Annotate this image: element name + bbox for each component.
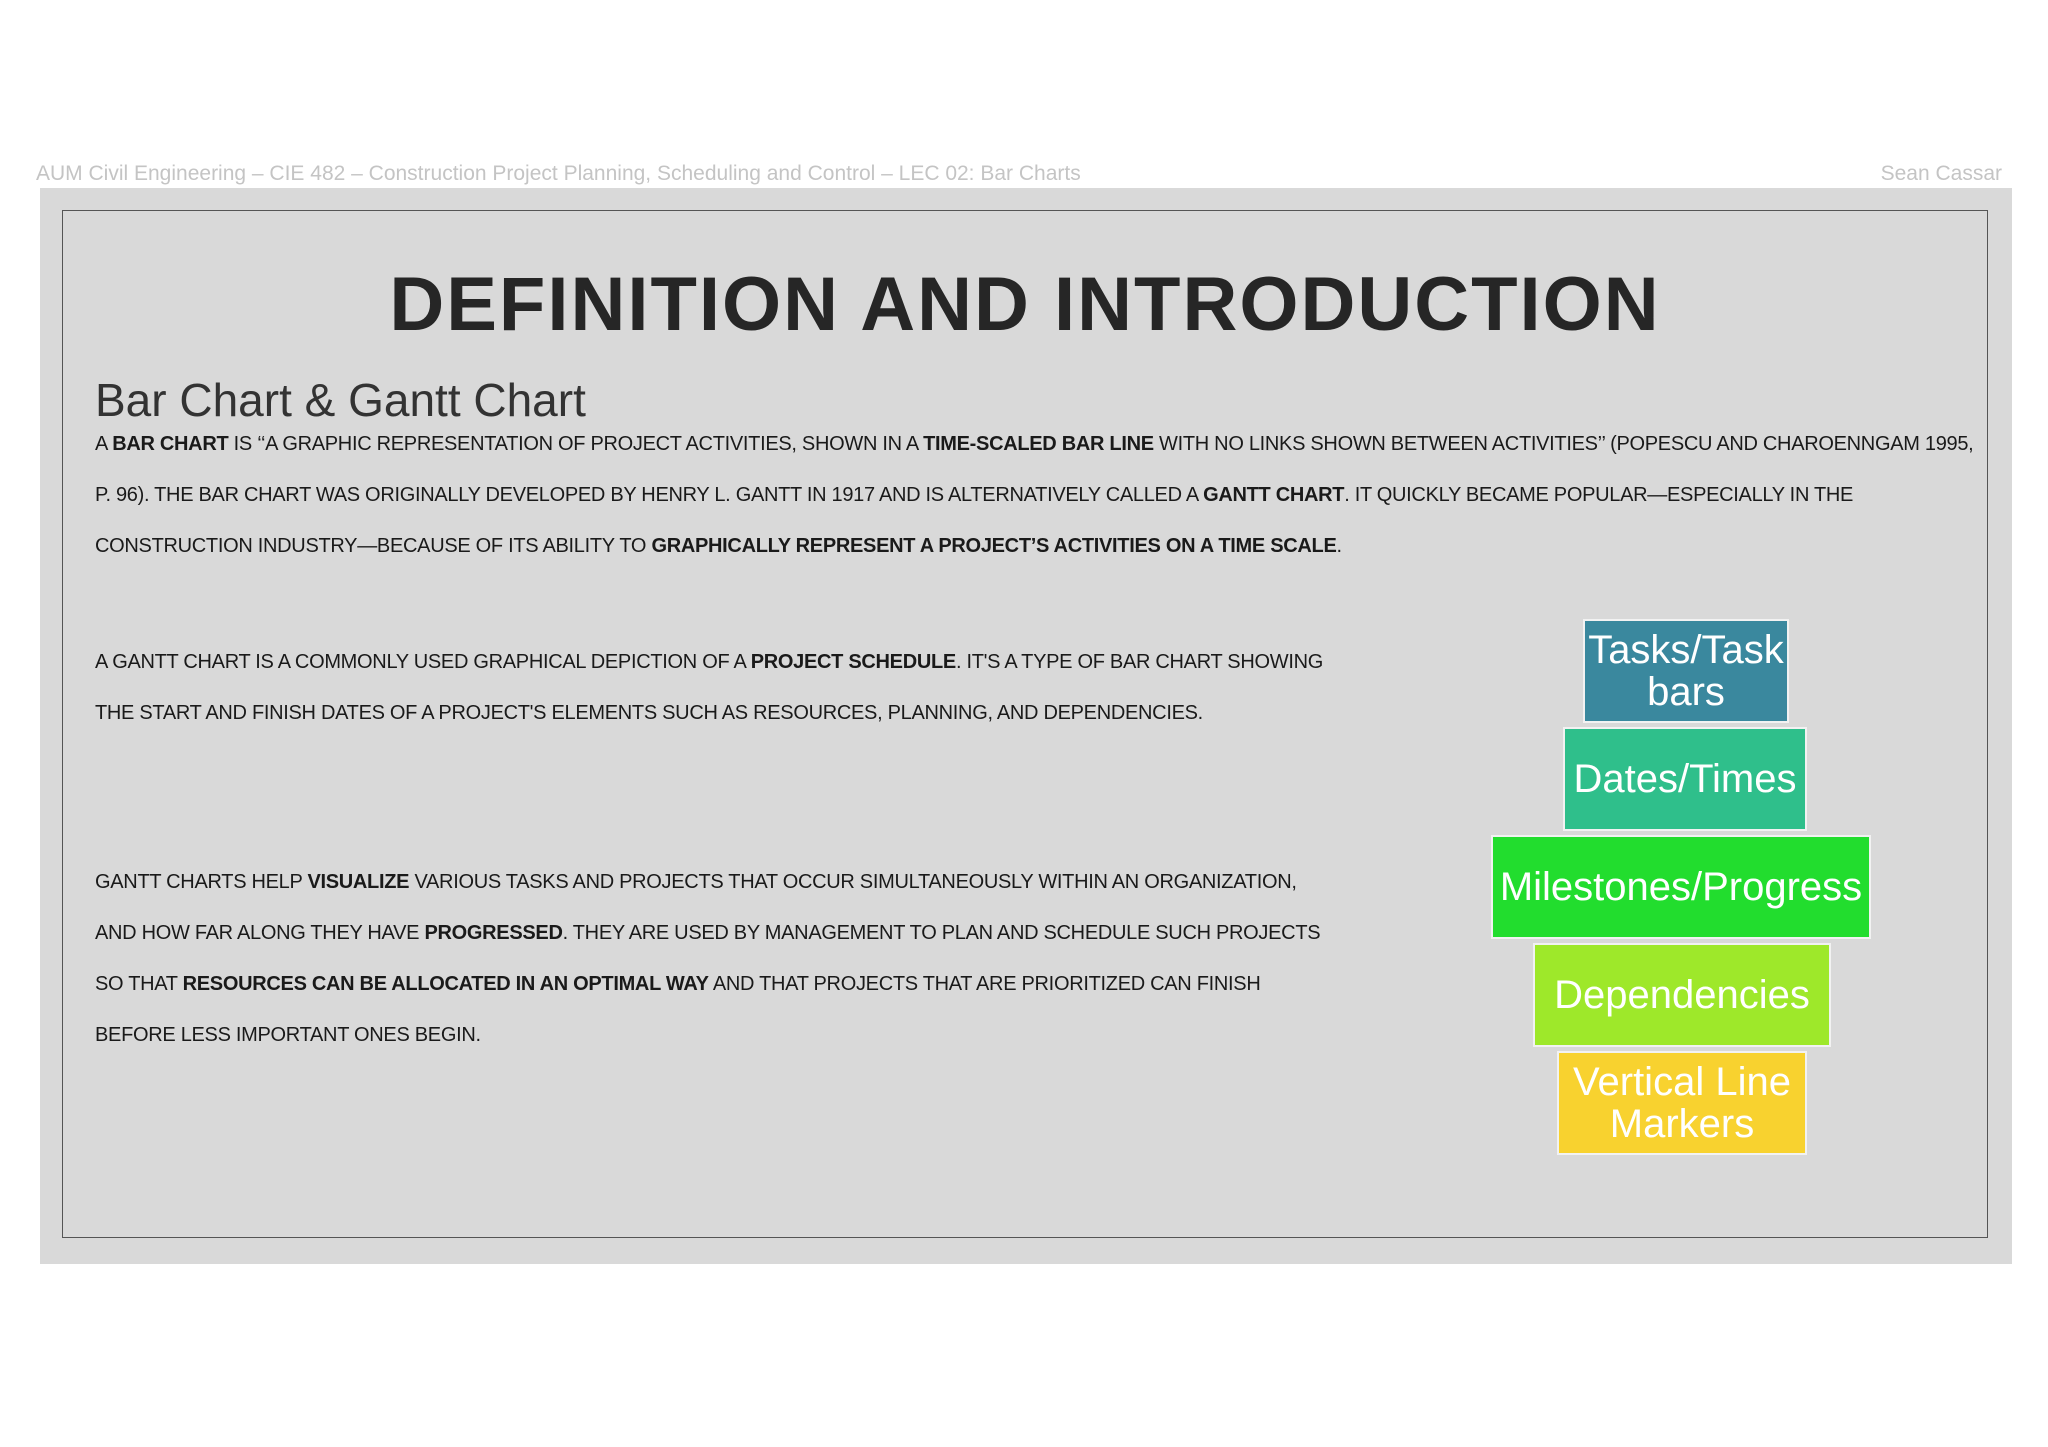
tier-label: bars <box>1647 670 1725 714</box>
pyramid-tier-milestones <box>1491 835 1871 939</box>
text-run: . THEY ARE USED BY MANAGEMENT TO PLAN AND SCHEDULE SUCH PROJECTS SO THAT <box>95 922 1321 995</box>
pyramid-tier-vertical-markers <box>1557 1051 1807 1155</box>
tier-label: Vertical Line <box>1573 1060 1791 1104</box>
course-header: AUM Civil Engineering – CIE 482 – Construction Project Planning, Scheduling and Control – LEC 02: Bar Charts <box>36 162 1081 185</box>
text-run: . IT'S A TYPE OF BAR CHART SHOWING THE START AND FINISH DATES OF A PROJECT'S ELEMENTS SUCH AS RESOURCES, PLANNING, AND DEPENDENCIES. <box>95 651 1323 724</box>
text-run: A <box>95 433 113 455</box>
pyramid-tier-dependencies <box>1533 943 1831 1047</box>
paragraph-gantt-definition <box>95 637 1325 739</box>
text-run: . IT QUICKLY BECAME POPULAR—ESPECIALLY IN THE CONSTRUCTION INDUSTRY—BECAUSE OF ITS ABILITY TO <box>95 484 1854 557</box>
text-run: VARIOUS TASKS AND PROJECTS THAT OCCUR SIMULTANEOUSLY WITHIN AN ORGANIZATION, AND HOW FAR ALONG THEY HAVE <box>95 871 1297 944</box>
gantt-elements-pyramid <box>1491 619 1871 1164</box>
text-run: GANTT CHARTS HELP <box>95 871 308 893</box>
tier-label: Tasks/Task <box>1588 628 1784 672</box>
author-name: Sean Cassar <box>1880 162 2002 185</box>
bold-term-resources: RESOURCES CAN BE ALLOCATED IN AN OPTIMAL WAY <box>182 973 709 995</box>
tier-label: Dependencies <box>1554 973 1810 1017</box>
bold-term-visualize: VISUALIZE <box>307 871 410 893</box>
text-run: IS ‘‘A GRAPHIC REPRESENTATION OF PROJECT ACTIVITIES, SHOWN IN A <box>228 433 924 455</box>
bold-term-graphically: GRAPHICALLY REPRESENT A PROJECT’S ACTIVITIES ON A TIME SCALE <box>651 535 1337 557</box>
slide-title: DEFINITION AND INTRODUCTION <box>389 262 1661 347</box>
slide <box>40 188 2012 1264</box>
paragraph-bar-chart-definition <box>95 419 1975 572</box>
text-run: . <box>1336 535 1342 557</box>
pyramid-tier-dates <box>1563 727 1807 831</box>
pyramid-tier-tasks <box>1583 619 1789 723</box>
bold-term-gantt-chart: GANTT CHART <box>1203 484 1345 506</box>
tier-label: Milestones/Progress <box>1499 865 1863 909</box>
text-run: A GANTT CHART IS A COMMONLY USED GRAPHICAL DEPICTION OF A <box>95 651 751 673</box>
tier-label: Markers <box>1609 1102 1755 1146</box>
slide-subtitle: Bar Chart & Gantt Chart <box>95 374 586 426</box>
text-run: AND THAT PROJECTS THAT ARE PRIORITIZED CAN FINISH BEFORE LESS IMPORTANT ONES BEGIN. <box>95 973 1261 1046</box>
bold-term-time-scaled: TIME-SCALED BAR LINE <box>923 433 1154 455</box>
paragraph-gantt-usage <box>95 857 1325 1061</box>
text-run: WITH NO LINKS SHOWN BETWEEN ACTIVITIES’’ (POPESCU AND CHAROENNGAM 1995, P. 96). THE BAR CHART WAS ORIGINALLY DEVELOPED BY HENRY L. GANTT IN 1917 AND IS ALTERNATIVELY CALLED A <box>95 433 1974 506</box>
bold-term-progressed: PROGRESSED <box>424 922 563 944</box>
bold-term-bar-chart: BAR CHART <box>112 433 229 455</box>
bold-term-project-schedule: PROJECT SCHEDULE <box>750 651 956 673</box>
slide-frame <box>62 210 1988 1238</box>
tier-label: Dates/Times <box>1573 757 1797 801</box>
